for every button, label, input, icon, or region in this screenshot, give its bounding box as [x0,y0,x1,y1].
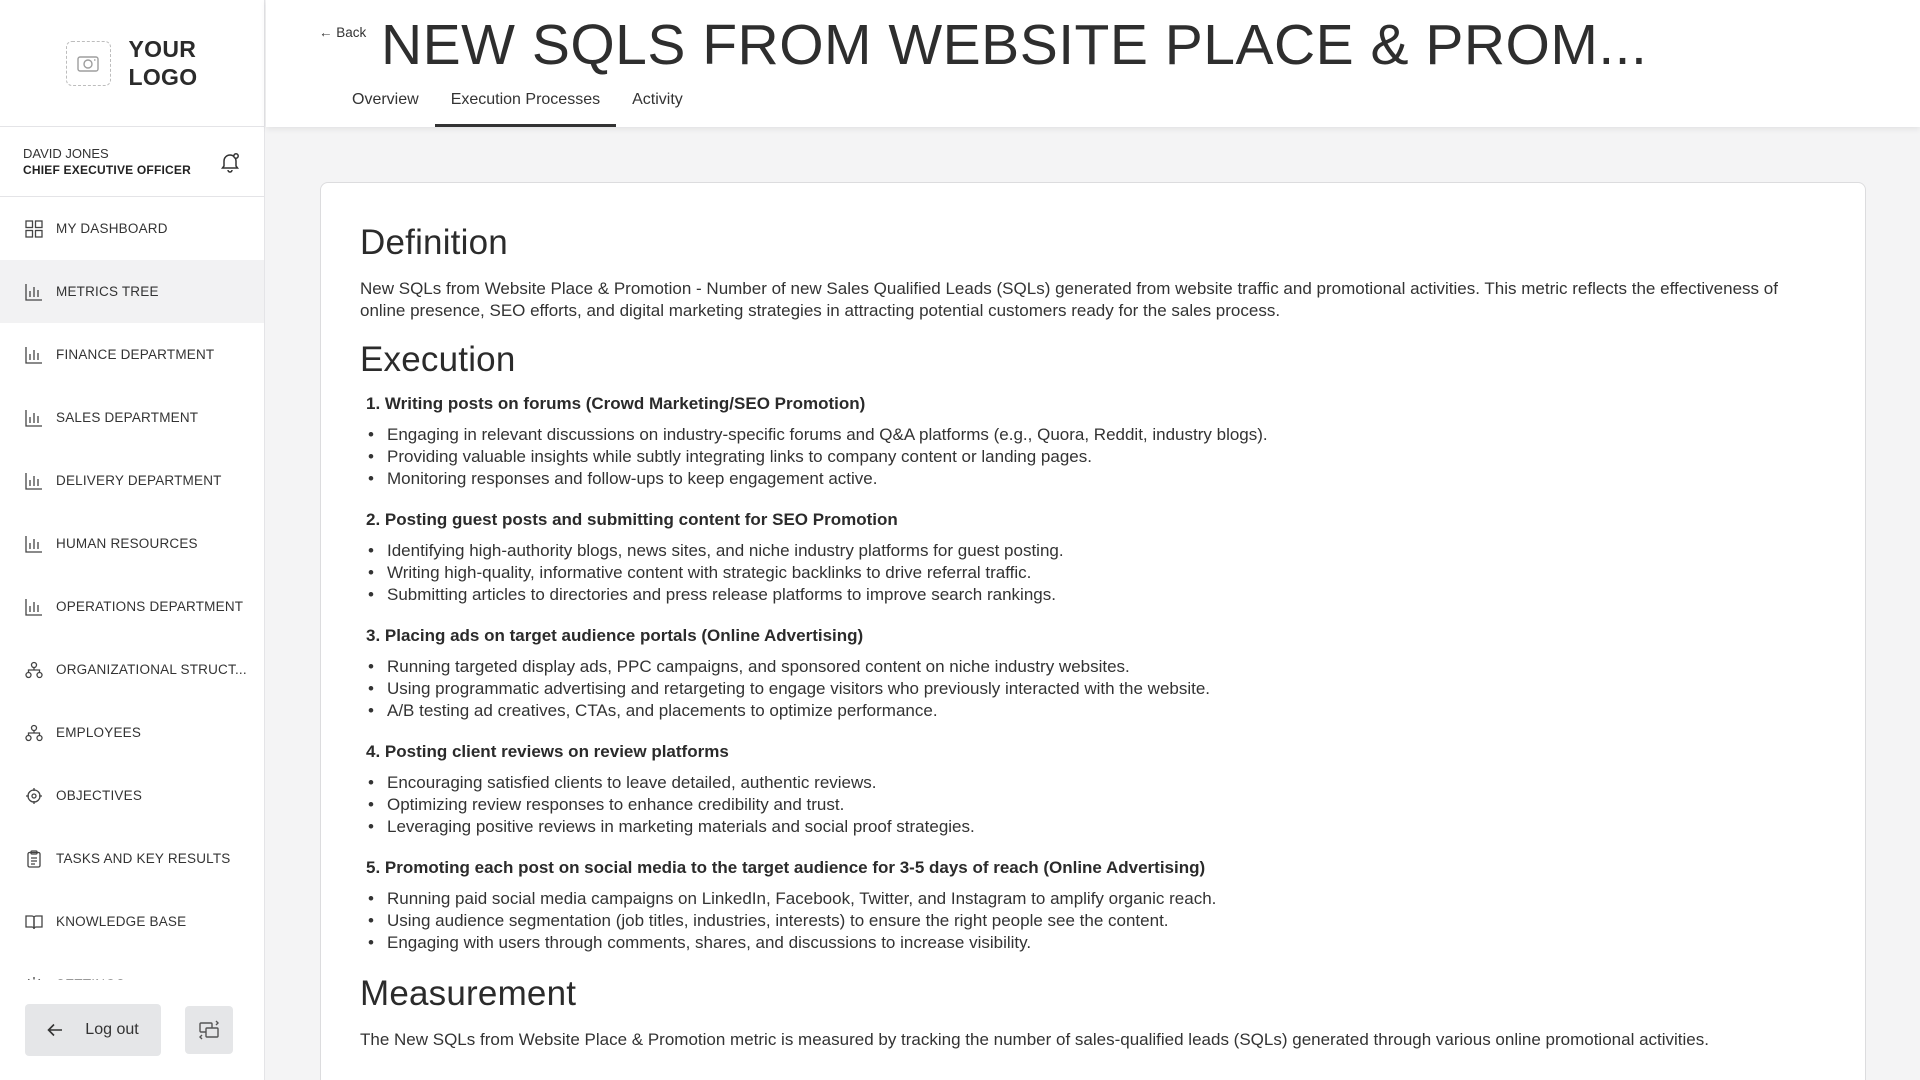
sidebar-item-delivery-department[interactable] [0,449,264,512]
sidebar-item-label: DELIVERY DEPARTMENT [56,473,222,488]
sidebar-item-operations-department[interactable] [0,575,264,638]
sidebar-item-objectives[interactable] [0,764,264,827]
list-item: • Engaging with users through comments, shares, and discussions to increase visibility. [366,932,1826,954]
execution-heading: Execution [360,340,516,379]
logout-label: Log out [85,1021,139,1038]
sidebar [0,0,265,1080]
execution-step [360,742,1826,838]
step-title: 5. Promoting each post on social media to the target audience for 3-5 days of reach (Online Advertising) [366,858,1206,877]
sidebar-item-label: MY DASHBOARD [56,221,168,236]
step-bullets [366,424,1826,490]
switch-view-button[interactable] [185,1006,233,1054]
clipboard-icon [24,849,44,869]
step-bullets [366,772,1826,838]
back-link[interactable]: ← Back [319,25,367,40]
measurement-text: The New SQLs from Website Place & Promotion metric is measured by tracking the number of sales-qualified leads (SQLs) generated through various online promotional activities. [360,1030,1709,1049]
definition-text: New SQLs from Website Place & Promotion - Number of new Sales Qualified Leads (SQLs) generated from website traffic and promotional activities. This metric reflects the effectiveness of online presence, SEO efforts, and digital marketing strategies in attracting potential customers ready for the sales process. [360,279,1778,320]
list-item: • Providing valuable insights while subtly integrating links to company content or landing pages. [366,446,1826,468]
tab-execution-processes[interactable]: Execution Processes [435,82,616,127]
list-item: • Running paid social media campaigns on LinkedIn, Facebook, Twitter, and Instagram to amplify organic reach. [366,888,1826,910]
list-item: • Identifying high-authority blogs, news sites, and niche industry platforms for guest posting. [366,540,1826,562]
step-title: 4. Posting client reviews on review platforms [366,742,729,761]
sidebar-item-label: OPERATIONS DEPARTMENT [56,599,244,614]
sidebar-item-label: TASKS AND KEY RESULTS [56,851,231,866]
sidebar-nav [0,197,264,1016]
sidebar-item-employees[interactable] [0,701,264,764]
list-item: • Optimizing review responses to enhance credibility and trust. [366,794,1826,816]
bar-chart-icon [24,408,44,428]
user-name: DAVID JONES [23,145,109,161]
logo-placeholder-icon [66,41,111,86]
tab-activity[interactable]: Activity [632,91,683,108]
sidebar-item-tasks-and-key-results[interactable] [0,827,264,890]
execution-step [360,510,1826,606]
list-item: • Running targeted display ads, PPC campaigns, and sponsored content on niche industry websites. [366,656,1826,678]
step-title: 2. Posting guest posts and submitting content for SEO Promotion [366,510,898,529]
tab-overview[interactable]: Overview [352,91,419,108]
list-item: • Writing high-quality, informative content with strategic backlinks to drive referral traffic. [366,562,1826,584]
step-bullets [366,888,1826,954]
definition-heading: Definition [360,223,508,262]
sidebar-item-metrics-tree[interactable] [0,260,264,323]
arrow-left-icon [47,1023,63,1037]
page-title: NEW SQLS FROM WEBSITE PLACE & PROM... [381,13,1648,77]
sidebar-item-label: ORGANIZATIONAL STRUCT... [56,662,247,677]
list-item: • Encouraging satisfied clients to leave detailed, authentic reviews. [366,772,1826,794]
bar-chart-icon [24,534,44,554]
sidebar-item-sales-department[interactable] [0,386,264,449]
sidebar-footer [0,980,264,1080]
sidebar-item-knowledge-base[interactable] [0,890,264,953]
sidebar-item-label: FINANCE DEPARTMENT [56,347,215,362]
book-icon [24,912,44,932]
list-item: • Monitoring responses and follow-ups to keep engagement active. [366,468,1826,490]
sidebar-item-label: EMPLOYEES [56,725,142,740]
page-header [266,0,1920,127]
grid-icon [24,219,44,239]
sidebar-item-human-resources[interactable] [0,512,264,575]
execution-step [360,626,1826,722]
measurement-heading: Measurement [360,974,577,1013]
execution-step [360,394,1826,490]
sidebar-item-organizational-structure[interactable] [0,638,264,701]
bar-chart-icon [24,471,44,491]
logo-area [0,0,264,127]
list-item: • A/B testing ad creatives, CTAs, and placements to optimize performance. [366,700,1826,722]
list-item: • Leveraging positive reviews in marketing materials and social proof strategies. [366,816,1826,838]
sidebar-item-label: SALES DEPARTMENT [56,410,199,425]
step-bullets [366,540,1826,606]
switch-icon [198,1020,220,1040]
sidebar-item-my-dashboard[interactable] [0,197,264,260]
target-icon [24,786,44,806]
notification-bell-icon[interactable] [218,150,242,174]
sidebar-item-label: KNOWLEDGE BASE [56,914,187,929]
tab-bar [336,82,699,127]
list-item: • Using audience segmentation (job titles, industries, interests) to ensure the right people see the content. [366,910,1826,932]
sidebar-item-label: OBJECTIVES [56,788,143,803]
org-structure-icon [24,660,44,680]
sidebar-item-finance-department[interactable] [0,323,264,386]
step-title: 1. Writing posts on forums (Crowd Marketing/SEO Promotion) [366,394,866,413]
logo-text: YOUR LOGO [128,36,198,90]
user-info [0,127,264,197]
step-title: 3. Placing ads on target audience portals (Online Advertising) [366,626,864,645]
org-structure-icon [24,723,44,743]
content-card [320,182,1866,1080]
logout-button[interactable] [25,1004,161,1056]
bar-chart-icon [24,345,44,365]
bar-chart-icon [24,597,44,617]
step-bullets [366,656,1826,722]
list-item: • Engaging in relevant discussions on industry-specific forums and Q&A platforms (e.g., Quora, Reddit, industry blogs). [366,424,1826,446]
list-item: • Using programmatic advertising and retargeting to engage visitors who previously interacted with the website. [366,678,1826,700]
sidebar-item-label: HUMAN RESOURCES [56,536,198,551]
sidebar-item-label: METRICS TREE [56,284,159,299]
execution-step [360,858,1826,954]
user-role: CHIEF EXECUTIVE OFFICER [23,162,191,177]
bar-chart-icon [24,282,44,302]
list-item: • Submitting articles to directories and press release platforms to improve search rankings. [366,584,1826,606]
